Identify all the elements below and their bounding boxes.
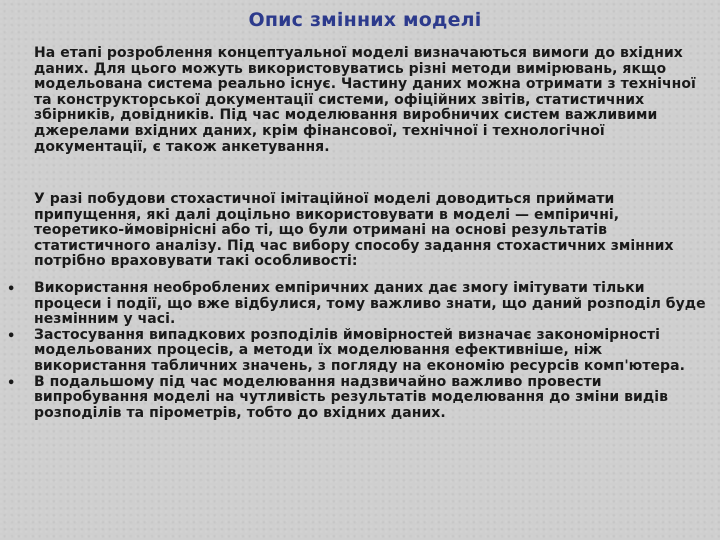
list-item bbox=[0, 328, 720, 375]
bullet-icon: • bbox=[7, 282, 16, 297]
slide-title: Опис змінних моделі bbox=[248, 9, 482, 31]
paragraph-input-data: На етапі розроблення концептуальної моделі визначаються вимоги до вхідних даних. Для цього можуть використовуватись різні методи вимірювань, якщо модельована система реально існує. Частину даних можна отримати з технічної та конструкторської документації системи, офіційних звітів, статистичних збірників, довідників. Під час моделювання виробничих систем важливими джерелами вхідних даних, крім фінансової, технічної і технологічної документації, є також анкетування. bbox=[34, 45, 696, 155]
bullet-icon: • bbox=[7, 328, 16, 344]
bullet-text-random-distributions: Застосування випадкових розподілів ймовірностей визначає закономірності модельованих процесів, а методи їх моделювання ефективніше, ніж використання табличних значень, з погляду на економію ресурсів комп'ютера. bbox=[34, 326, 685, 374]
bullet-text-empirical-data: Використання необроблених емпіричних даних дає змогу імітувати тільки процеси і події, що вже відбулися, тому важливо знати, що даний розподіл буде незмінним у часі. bbox=[34, 280, 706, 328]
bullet-icon: • bbox=[7, 375, 16, 391]
paragraph-stochastic-model: У разі побудови стохастичної імітаційної моделі доводиться приймати припущення, які далі доцільно використовувати в моделі — емпіричні, теоретико-ймовірнісні або ті, що були отримані на основі результатів статистичного аналізу. Під час вибору способу задання стохастичних змінних потрібно враховувати такі особливості: bbox=[34, 191, 674, 270]
list-item bbox=[0, 375, 720, 422]
bullet-text-sensitivity-testing: В подальшому під час моделювання надзвичайно важливо провести випробування моделі на чутливість результатів моделювання до зміни видів розподілів та пірометрів, тобто до вхідних даних. bbox=[34, 373, 668, 421]
bullet-list bbox=[0, 281, 720, 421]
list-item bbox=[0, 281, 720, 328]
